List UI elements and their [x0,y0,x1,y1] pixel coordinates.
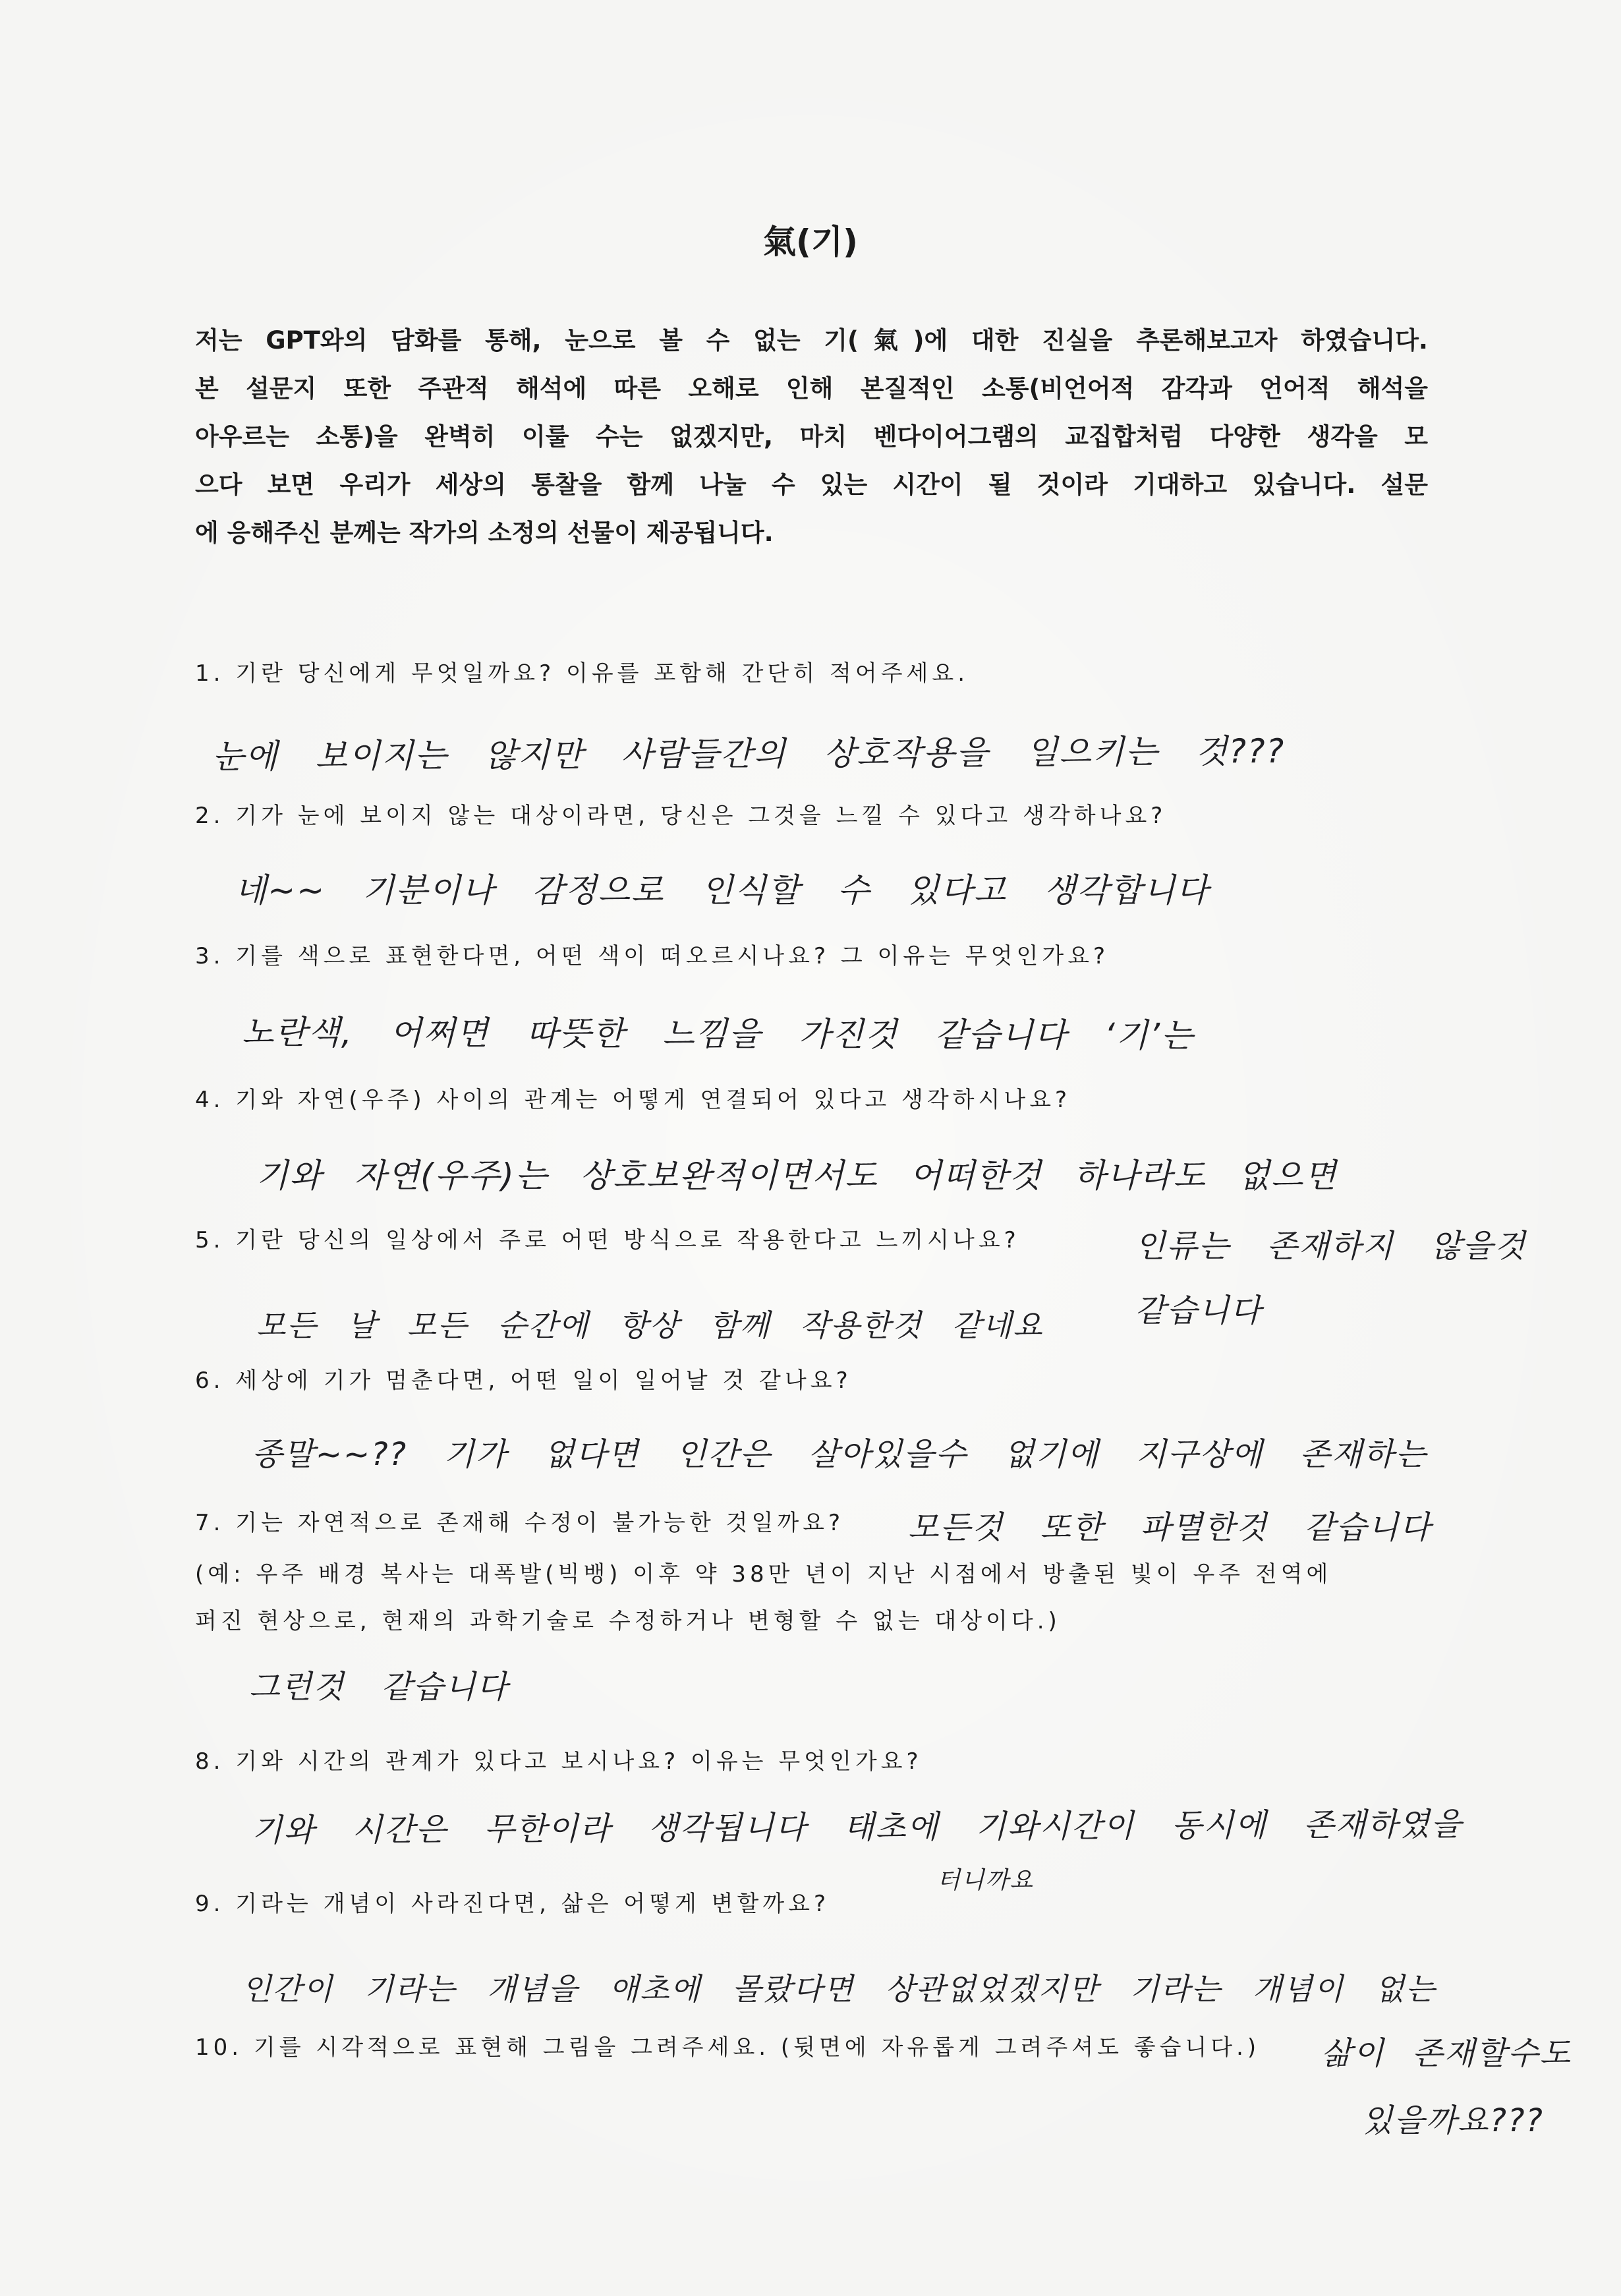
handwritten-answer-1: 눈에 보이지는 않지만 사람들간의 상호작용을 일으키는 것??? [212,732,1286,776]
question-1: 1. 기란 당신에게 무엇일까요? 이유를 포함해 간단히 적어주세요. [195,660,969,687]
handwritten-answer-5: 모든 날 모든 순간에 항상 함께 작용한것 같네요 [256,1307,1044,1343]
question-4: 4. 기와 자연(우주) 사이의 관계는 어떻게 연결되어 있다고 생각하시나요? [195,1087,1071,1113]
intro-line: 으다 보면 우리가 세상의 통찰을 함께 나눌 수 있는 시간이 될 것이라 기대하고 있습니다. 설문 [195,471,1428,499]
question-7: 7. 기는 자연적으로 존재해 수정이 불가능한 것일까요? [195,1510,845,1536]
handwritten-answer-4: 기와 자연(우주)는 상호보완적이면서도 어떠한것 하나라도 없으면 [256,1157,1338,1195]
handwritten-answer-2: 네~~ 기분이나 감정으로 인식할 수 있다고 생각합니다 [235,871,1210,909]
handwritten-answer-4-continued: 인류는 존재하지 않을것 [1135,1228,1527,1265]
intro-paragraph [195,316,1428,557]
question-7-example-note: (예: 우주 배경 복사는 대폭발(빅뱅) 이후 약 38만 년이 지난 시점에서 방출된 빛이 우주 전역에 [195,1561,1332,1588]
handwritten-answer-6: 종말~~?? 기가 없다면 인간은 살아있을수 없기에 지구상에 존재하는 [252,1436,1427,1473]
handwritten-answer-8-continued: 터니까요 [937,1867,1035,1894]
handwritten-answer-9-continued: 삶이 존재할수도 [1321,2035,1572,2072]
page-title: 氣(기) [762,223,858,261]
handwritten-answer-3: 노란색, 어쩌면 따뜻한 느낌을 가진것 같습니다 ‘기’는 [241,1013,1195,1055]
handwritten-answer-6-continued: 모든것 또한 파멸한것 같습니다 [908,1509,1432,1546]
intro-line: 저는 GPT와의 담화를 통해, 눈으로 볼 수 없는 기(氣)에 대한 진실을 추론해보고자 하였습니다. [195,326,1428,355]
question-5: 5. 기란 당신의 일상에서 주로 어떤 방식으로 작용한다고 느끼시나요? [195,1227,1020,1253]
question-8: 8. 기와 시간의 관계가 있다고 보시나요? 이유는 무엇인가요? [195,1748,923,1775]
question-2: 2. 기가 눈에 보이지 않는 대상이라면, 당신은 그것을 느낄 수 있다고 생각하나요? [195,803,1167,829]
question-10: 10. 기를 시각적으로 표현해 그림을 그려주세요. (뒷면에 자유롭게 그려주셔도 좋습니다.) [195,2034,1261,2061]
intro-line: 본 설문지 또한 주관적 해석에 따른 오해로 인해 본질적인 소통(비언어적 감각과 언어적 해석을 [195,374,1428,403]
handwritten-answer-9: 인간이 기라는 개념을 애초에 몰랐다면 상관없었겠지만 기라는 개념이 없는 [242,1971,1436,2007]
question-3: 3. 기를 색으로 표현한다면, 어떤 색이 떠오르시나요? 그 이유는 무엇인가요? [195,943,1110,969]
question-7-example-note: 퍼진 현상으로, 현재의 과학기술로 수정하거나 변형할 수 없는 대상이다.) [195,1608,1061,1634]
intro-line: 아우르는 소통)을 완벽히 이룰 수는 없겠지만, 마치 벤다이어그램의 교집합처럼 다양한 생각을 모 [195,422,1428,451]
intro-line: 에 응해주신 분께는 작가의 소정의 선물이 제공됩니다. [195,519,774,547]
handwritten-answer-7: 그런것 같습니다 [249,1669,509,1706]
handwritten-answer-4-continued: 같습니다 [1135,1292,1263,1329]
handwritten-answer-9-continued: 있을까요??? [1362,2102,1544,2139]
handwritten-answer-8: 기와 시간은 무한이라 생각됩니다 태초에 기와시간이 동시에 존재하였을 [251,1806,1463,1849]
question-9: 9. 기라는 개념이 사라진다면, 삶은 어떻게 변할까요? [195,1891,830,1917]
question-6: 6. 세상에 기가 멈춘다면, 어떤 일이 일어날 것 같나요? [195,1367,852,1394]
